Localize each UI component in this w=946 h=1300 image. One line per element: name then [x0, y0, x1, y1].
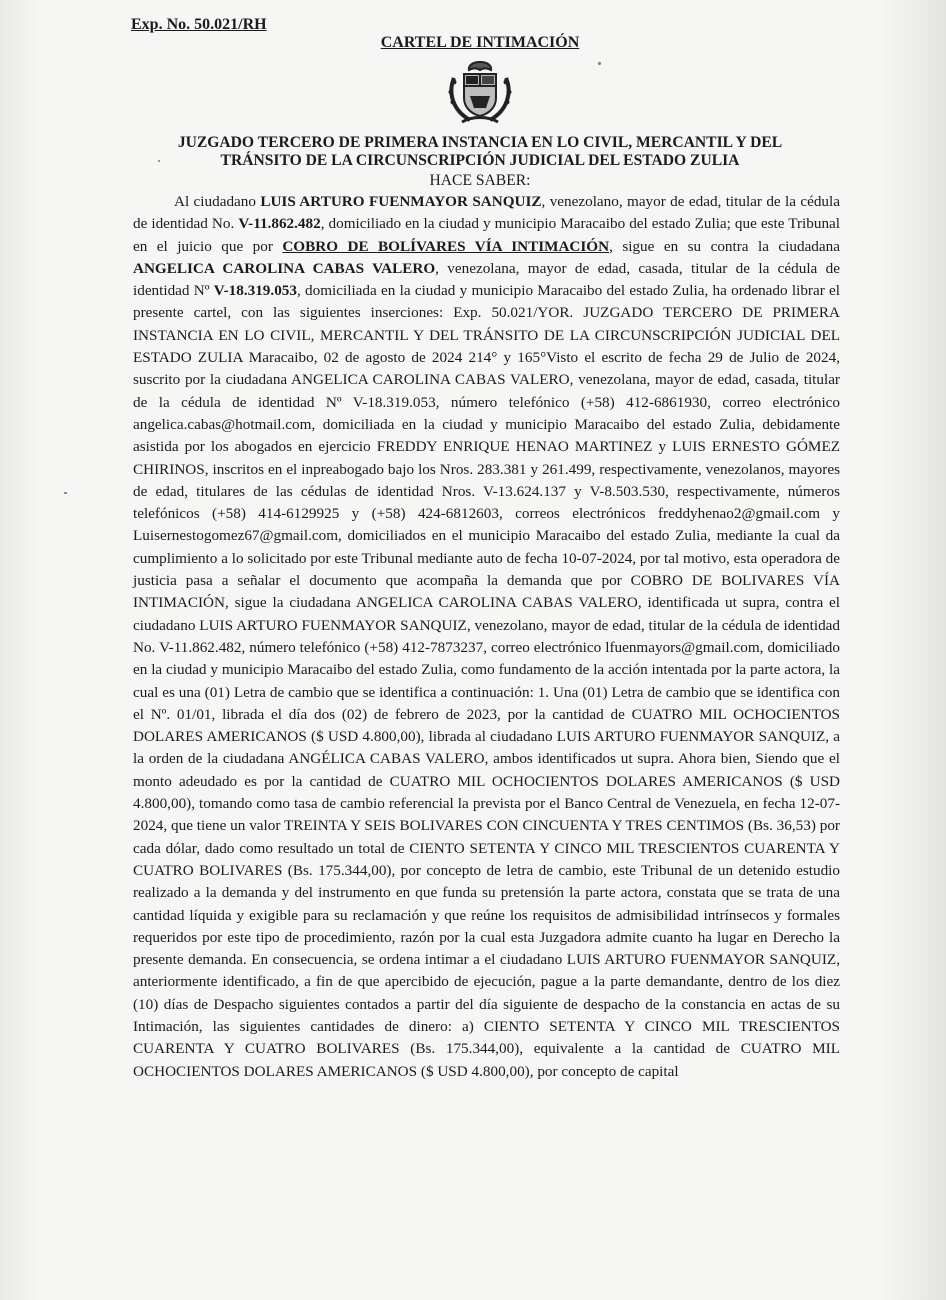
scan-speck	[158, 160, 160, 162]
defendant-id: V-11.862.482	[238, 215, 321, 233]
hace-saber-heading: HACE SABER:	[429, 172, 531, 189]
case-type: COBRO DE BOLÍVARES VÍA INTIMACIÓN	[282, 237, 610, 255]
cartel-body	[133, 191, 840, 1083]
body-text-6: , domiciliada en la ciudad y municipio Maracaibo del estado Zulia, ha ordenado librar el presente cartel, con las siguientes inserciones: Exp. 50.021/YOR. JUZGADO TERCERO DE PRIMERA INSTANCIA EN LO CIVIL, MERCANTIL Y DEL TRÁNSITO DE LA CIRCUNSCRIPCIÓN JUDICIAL DEL ESTADO ZULIA Maracaibo, 02 de agosto de 2024 214° y 165°Visto el escrito de fecha 29 de Julio de 2024, suscrito por la ciudadana ANGELICA CAROLINA CABAS VALERO, venezolana, mayor de edad, casada, titular de la cédula de identidad Nº V-18.319.053, número telefónico (+58) 412-6861930, correo electrónico angelica.cabas@hotmail.com, domiciliada en la ciudad y municipio Maracaibo del estado Zulia, debidamente asistida por los abogados en ejercicio FREDDY ENRIQUE HENAO MARTINEZ y LUIS ERNESTO GÓMEZ CHIRINOS, inscritos en el inpreabogado bajo los Nros. 283.381 y 261.499, respectivamente, venezolanos, mayores de edad, titulares de las cédulas de identidad Nros. V-13.624.137 y V-8.503.530, respectivamente, números telefónicos (+58) 414-6129925 y (+58) 424-6812603, correos electrónicos freddyhenao2@gmail.com y Luisernestogomez67@gmail.com, domiciliados en el municipio Maracaibo del estado Zulia, mediante la cual da cumplimiento a lo solicitado por este Tribunal mediante auto de fecha 10-07-2024, por tal motivo, esta operadora de justicia pasa a señalar el documento que acompaña la demanda que por COBRO DE BOLIVARES VÍA INTIMACIÓN, sigue la ciudadana ANGELICA CAROLINA CABAS VALERO, identificada ut supra, contra el ciudadano LUIS ARTURO FUENMAYOR SANQUIZ, venezolano, mayor de edad, titular de la cédula de identidad No. V-11.862.482, número telefónico (+58) 412-7873237, correo electrónico lfuenmayors@gmail.com, domiciliado en la ciudad y municipio Maracaibo del estado Zulia, como fundamento de la acción intentada por la parte actora, la cual es una (01) Letra de cambio que se identifica a continuación: 1. Una (01) Letra de cambio que se identifica con el Nº. 01/01, librada el día dos (02) de febrero de 2023, por la cantidad de CUATRO MIL OCHOCIENTOS DOLARES AMERICANOS ($ USD 4.800,00), librada al ciudadano LUIS ARTURO FUENMAYOR SANQUIZ, a la orden de la ciudadana ANGÉLICA CABAS VALERO, ambos identificados ut supra. Ahora bien, Siendo que el monto adeudado es por la cantidad de CUATRO MIL OCHOCIENTOS DOLARES AMERICANOS ($ USD 4.800,00), tomando como tasa de cambio referencial la prevista por el Banco Central de Venezuela, en fecha 12-07-2024, que tiene un valor TREINTA Y SEIS BOLIVARES CON CINCUENTA Y TRES CENTIMOS (Bs. 36,53) por cada dólar, dado como resultado un total de CIENTO SETENTA Y CINCO MIL TRESCIENTOS CUARENTA Y CUATRO BOLIVARES (Bs. 175.344,00), por concepto de letra de cambio, este Tribunal de un detenido estudio realizado a la demanda y del instrumento en que funda su pretensión la parte actora, constata que se trata de una cantidad líquida y exigible para su reclamación y que reúne los requisitos de admisibilidad intrínsecos y formales requeridos por este tipo de procedimiento, razón por la cual esta Juzgadora admite cuanto ha lugar en Derecho la presente demanda. En consecuencia, se ordena intimar a el ciudadano LUIS ARTURO FUENMAYOR SANQUIZ, anteriormente identificado, a fin de que apercibido de ejecución, pague a la parte demandante, dentro de los diez (10) días de Despacho siguientes contados a partir del día siguiente de despacho de la constancia en actas de su Intimación, las siguientes cantidades de dinero: a) CIENTO SETENTA Y CINCO MIL TRESCIENTOS CUARENTA Y CUATRO BOLIVARES (Bs. 175.344,00), equivalente a la cantidad de CUATRO MIL OCHOCIENTOS DOLARES AMERICANOS ($ USD 4.800,00), por concepto de capital	[133, 282, 840, 1080]
body-text-3: , domiciliado en la ciudad y municipio Maracaibo del estado Zulia; que este Tribunal en el juicio que por	[133, 215, 841, 255]
venezuela-coat-of-arms-icon	[442, 58, 518, 128]
body-text-2: , venezolano, mayor de edad, titular de la cédula de identidad No.	[133, 193, 840, 233]
plaintiff-id: V-18.319.053	[213, 282, 297, 300]
court-heading-line-2: TRÁNSITO DE LA CIRCUNSCRIPCIÓN JUDICIAL DEL ESTADO ZULIA	[220, 152, 740, 169]
court-heading	[110, 134, 850, 170]
scan-speck	[598, 62, 601, 65]
scan-speck	[64, 492, 67, 494]
body-text-1: Al ciudadano	[174, 193, 261, 210]
body-text-5: , venezolana, mayor de edad, casada, titular de la cédula de identidad Nº	[133, 259, 840, 300]
body-paragraph	[133, 191, 840, 1083]
court-heading-line-1: JUZGADO TERCERO DE PRIMERA INSTANCIA EN LO CIVIL, MERCANTIL Y DEL	[177, 134, 783, 151]
body-text-4: , sigue en su contra la ciudadana	[609, 237, 840, 255]
defendant-name: LUIS ARTURO FUENMAYOR SANQUIZ	[260, 193, 542, 210]
plaintiff-name: ANGELICA CAROLINA CABAS VALERO	[133, 259, 436, 277]
document-title: CARTEL DE INTIMACIÓN	[380, 34, 580, 51]
expediente-number: Exp. No. 50.021/RH	[131, 16, 267, 33]
